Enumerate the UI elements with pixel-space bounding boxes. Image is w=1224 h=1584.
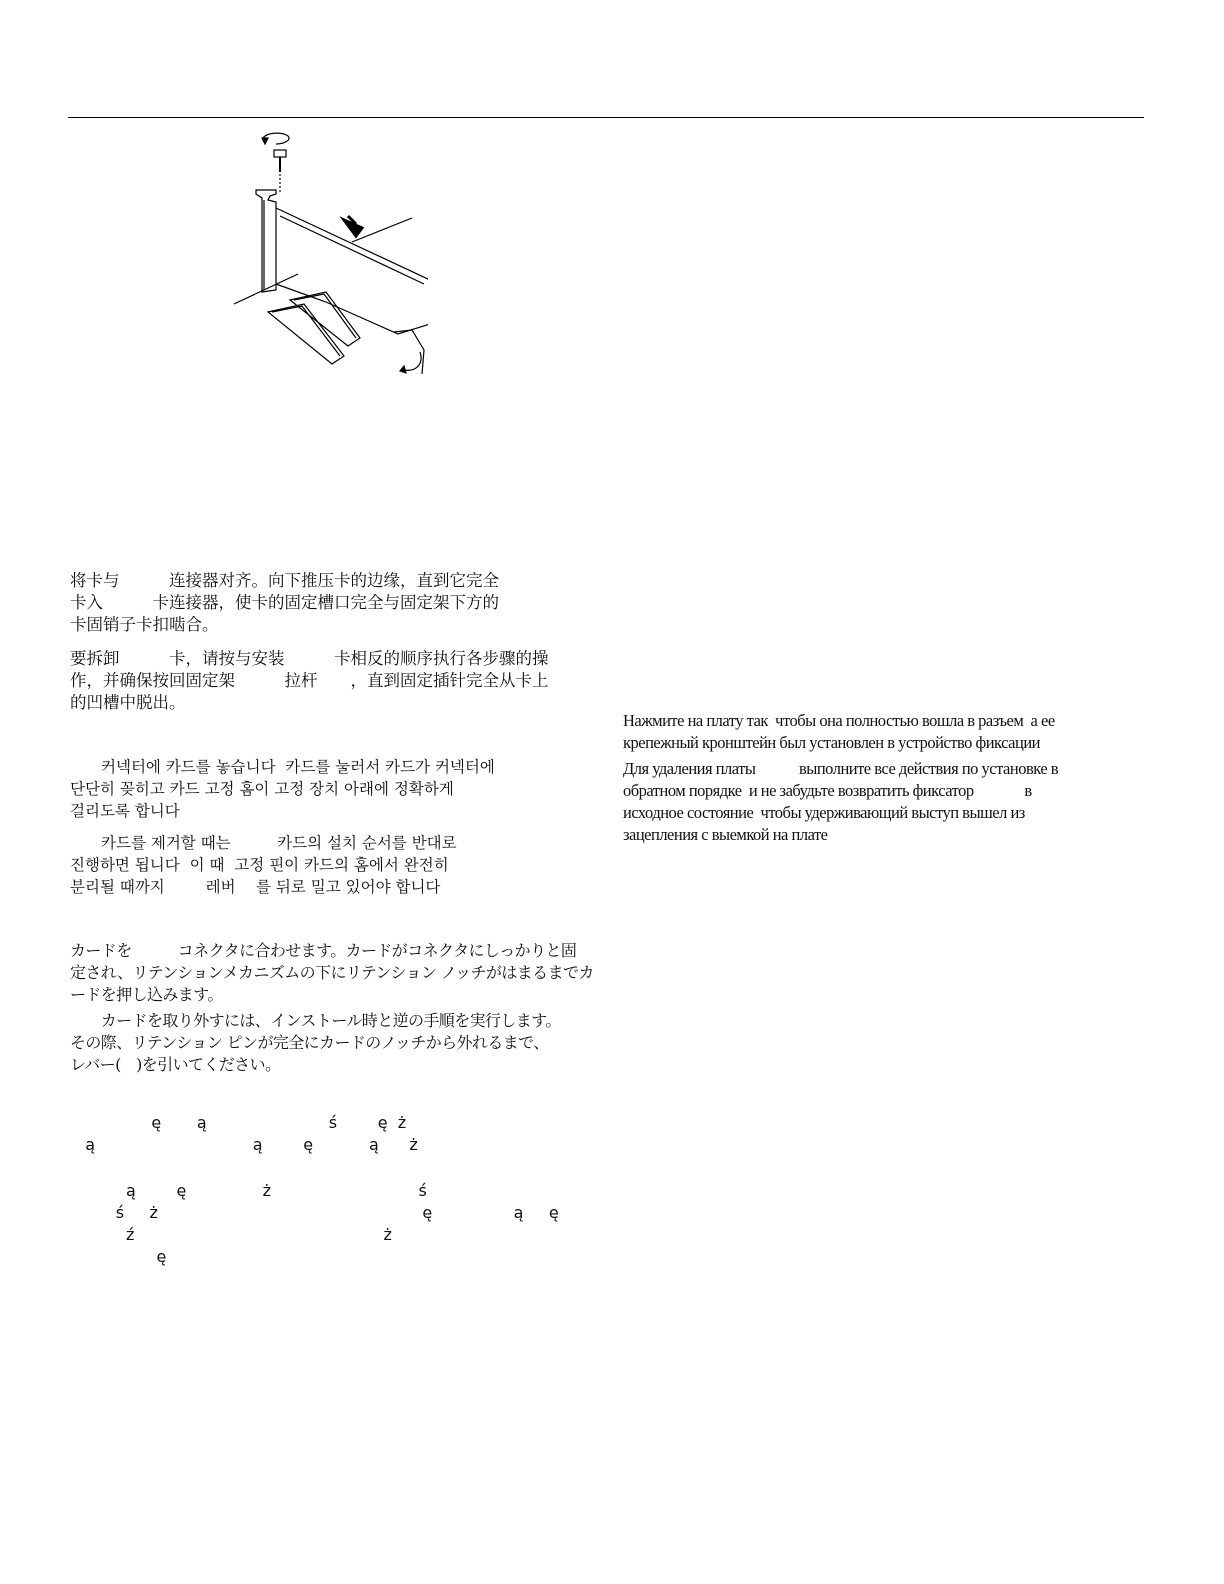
bracket (256, 190, 276, 292)
russian-paragraph-1 (623, 710, 1133, 754)
text-line: ードを押し込みます。 (70, 985, 223, 1004)
text-line: その際、リテンション ピンが完全にカードのノッチから外れるまで、 (70, 1033, 549, 1052)
chinese-paragraph-2 (70, 648, 590, 714)
chinese-paragraph-1 (70, 570, 590, 636)
text-line: 카드를 제거할 때는 카드의 설치 순서를 반대로 (70, 834, 457, 852)
text-line: カードを コネクタに合わせます。カードがコネクタにしっかりと固 (70, 941, 577, 960)
text-line: 作，并确保按回固定架 拉杆 ，直到固定插针完全从卡上 (70, 671, 549, 690)
korean-paragraph-2 (70, 832, 590, 898)
text-line: 的凹槽中脱出。 (70, 693, 186, 712)
text-line: 卡入 卡连接器，使卡的固定槽口完全与固定架下方的 (70, 593, 499, 612)
text-line: 卡固销子卡扣啮合。 (70, 615, 219, 634)
text-line: 要拆卸 卡，请按与安装 卡相反的顺序执行各步骤的操 (70, 649, 549, 668)
text-line: ś ż ę ą ę (70, 1203, 559, 1222)
polish-paragraph-1 (70, 1112, 590, 1156)
text-line: ą ę ż ś (70, 1181, 427, 1200)
text-line: 분리될 때까지 레버 를 뒤로 밀고 있어야 합니다 (70, 878, 441, 896)
screw-icon (274, 150, 286, 157)
text-line: ę ą ś ę ż (70, 1113, 407, 1132)
text-line: зацепления с выемкой на плате (623, 825, 828, 844)
header-rule (68, 117, 1144, 118)
text-line: 定され、リテンションメカニズムの下にリテンション ノッチがはまるまでカ (70, 963, 594, 982)
text-line: ź ż (70, 1225, 392, 1244)
text-line: Для удаления платы выполните все действия по установке в (623, 759, 1059, 778)
text-line: обратном порядке и не забудьте возвратить фиксатор в (623, 781, 1032, 800)
retention-lever (394, 330, 424, 374)
text-line: 단단히 꽂히고 카드 고정 홈이 고정 장치 아래에 정확하게 (70, 780, 454, 798)
text-line: исходное состояние чтобы удерживающий выступ вышел из (623, 803, 1025, 822)
text-line: ą ą ę ą ż (70, 1135, 418, 1154)
card-installation-illustration (228, 124, 428, 384)
push-arrow-icon (344, 216, 362, 236)
text-line: カードを取り外すには、インストール時と逆の手順を実行します。 (70, 1011, 561, 1030)
text-line: 진행하면 됩니다 이 때 고정 핀이 카드의 홈에서 완전히 (70, 856, 449, 874)
korean-paragraph-1 (70, 756, 590, 822)
text-line: 커넥터에 카드를 놓습니다 카드를 눌러서 카드가 커넥터에 (70, 758, 495, 776)
release-arrow-icon (404, 352, 421, 370)
japanese-paragraph-1 (70, 940, 594, 1006)
text-line: 걸리도록 합니다 (70, 802, 180, 820)
text-line: Нажмите на плату так чтобы она полностью вошла в разъем а ее (623, 711, 1055, 730)
russian-paragraph-2 (623, 758, 1133, 846)
text-line: レバー( )を引いてください。 (70, 1055, 281, 1074)
japanese-paragraph-2 (70, 1010, 590, 1076)
text-line: ę (70, 1247, 167, 1266)
text-line: крепежный кронштейн был установлен в устройство фиксации (623, 733, 1040, 752)
polish-paragraph-2 (70, 1180, 590, 1268)
text-line: 将卡与 连接器对齐。向下推压卡的边缘，直到它完全 (70, 571, 499, 590)
